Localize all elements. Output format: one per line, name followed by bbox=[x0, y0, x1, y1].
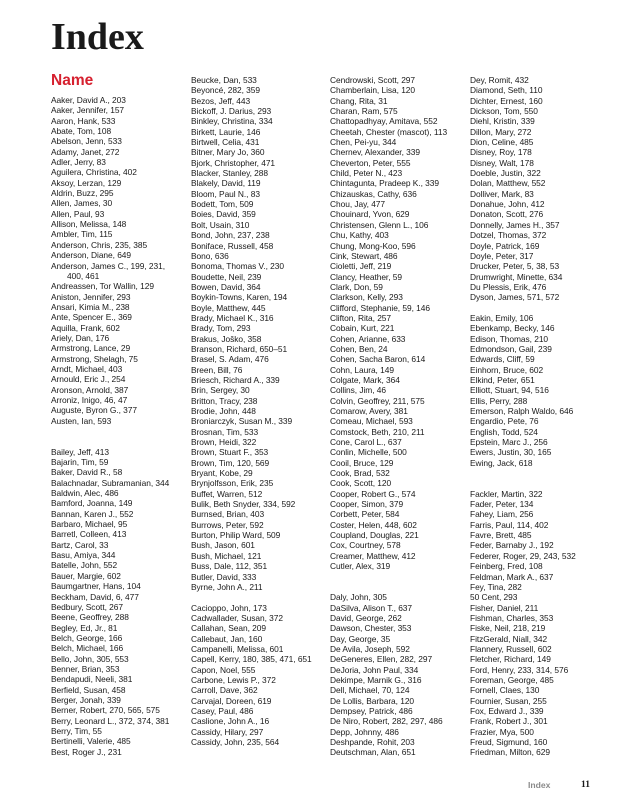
index-entry: 50 Cent, 293 bbox=[470, 592, 518, 603]
page-title: Index bbox=[51, 16, 144, 58]
page-number: 11 bbox=[581, 780, 590, 790]
index-entry: Armstrong, Lance, 29 bbox=[51, 343, 131, 354]
index-entry: Birtwell, Celia, 431 bbox=[191, 137, 260, 148]
index-entry: Ebenkamp, Becky, 146 bbox=[470, 323, 555, 334]
index-entry: Baumgartner, Hans, 104 bbox=[51, 581, 141, 592]
index-entry: Comstock, Beth, 210, 211 bbox=[330, 426, 425, 437]
index-entry: Epstein, Marc J., 256 bbox=[470, 437, 548, 448]
index-entry: Arroniz, Inigo, 46, 47 bbox=[51, 394, 128, 405]
index-entry: Ford, Henry, 233, 314, 576 bbox=[470, 664, 569, 675]
index-entry: Cooil, Bruce, 129 bbox=[330, 457, 394, 468]
index-entry: Charan, Ram, 575 bbox=[330, 106, 398, 117]
index-entry: Bauer, Margie, 602 bbox=[51, 570, 121, 581]
index-entry: Dotzel, Thomas, 372 bbox=[470, 230, 547, 241]
page-footer bbox=[0, 779, 623, 791]
index-entry: Donaton, Scott, 276 bbox=[470, 209, 544, 220]
index-entry: Dyson, James, 571, 572 bbox=[470, 292, 560, 303]
index-entry: Carroll, Dave, 362 bbox=[191, 685, 258, 696]
index-entry: Deutschman, Alan, 651 bbox=[330, 747, 416, 758]
index-entry: Feder, Barnaby J., 192 bbox=[470, 540, 554, 551]
index-entry: Du Plessis, Erik, 476 bbox=[470, 281, 547, 292]
index-entry: Birkett, Laurie, 146 bbox=[191, 126, 261, 137]
index-entry: Elkind, Peter, 651 bbox=[470, 374, 535, 385]
index-entry: Cooper, Simon, 379 bbox=[330, 499, 404, 510]
index-entry: Ansari, Kimia M., 238 bbox=[51, 301, 130, 312]
index-entry: Adamy, Janet, 272 bbox=[51, 146, 120, 157]
index-entry: Batelle, John, 552 bbox=[51, 560, 118, 571]
index-entry: Benner, Brian, 353 bbox=[51, 663, 120, 674]
index-entry: Brady, Michael K., 316 bbox=[191, 312, 274, 323]
index-entry: Butler, David, 333 bbox=[191, 571, 257, 582]
index-entry: Auguste, Byron G., 377 bbox=[51, 405, 137, 416]
index-entry: Arndt, Michael, 403 bbox=[51, 363, 123, 374]
index-entry: Dekimpe, Marnik G., 316 bbox=[330, 674, 422, 685]
index-entry: Berry, Tim, 55 bbox=[51, 725, 102, 736]
index-entry: Depp, Johnny, 486 bbox=[330, 726, 399, 737]
index-entry: Comeau, Michael, 593 bbox=[330, 416, 413, 427]
index-entry: Cohn, Laura, 149 bbox=[330, 364, 394, 375]
index-entry: Binkley, Christina, 334 bbox=[191, 116, 273, 127]
index-entry: Cassidy, John, 235, 564 bbox=[191, 737, 280, 747]
index-entry: DeGeneres, Ellen, 282, 297 bbox=[330, 654, 433, 665]
index-entry: Doyle, Patrick, 169 bbox=[470, 240, 540, 251]
index-entry: Flannery, Russell, 602 bbox=[470, 643, 552, 654]
index-entry: Disney, Roy, 178 bbox=[470, 147, 532, 158]
index-entry: Bond, John, 237, 238 bbox=[191, 230, 270, 241]
index-entry: Ewers, Justin, 30, 165 bbox=[470, 447, 552, 458]
index-entry: Basu, Amiya, 344 bbox=[51, 550, 116, 561]
index-entry: David, George, 262 bbox=[330, 612, 402, 623]
index-entry: Dillon, Mary, 272 bbox=[470, 126, 532, 137]
index-entry: Bartz, Carol, 33 bbox=[51, 539, 109, 550]
index-entry: Blakely, David, 119 bbox=[191, 178, 261, 189]
index-entry: Child, Peter N., 423 bbox=[330, 168, 403, 179]
index-entry: Brady, Tom, 293 bbox=[191, 323, 251, 334]
index-entry: Bendapudi, Neeli, 381 bbox=[51, 674, 133, 685]
index-entry: Fader, Peter, 134 bbox=[470, 499, 534, 510]
index-entry: Best, Roger J., 231 bbox=[51, 746, 122, 757]
index-entry: Fey, Tina, 282 bbox=[470, 581, 522, 592]
index-entry: Boyle, Matthew, 445 bbox=[191, 302, 266, 313]
index-entry: Campanelli, Melissa, 601 bbox=[191, 643, 284, 654]
index-entry: Abate, Tom, 108 bbox=[51, 126, 112, 137]
index-entry: Chintagunta, Pradeep K., 339 bbox=[330, 178, 439, 189]
index-entry: Callahan, Sean, 209 bbox=[191, 623, 266, 634]
index-entry: Brakus, Joško, 358 bbox=[191, 333, 262, 344]
index-entry: Ambler, Tim, 115 bbox=[51, 229, 113, 240]
index-entry: Colgate, Mark, 364 bbox=[330, 374, 400, 385]
index-gap bbox=[470, 478, 608, 488]
index-entry: Berner, Robert, 270, 565, 575 bbox=[51, 705, 160, 716]
index-entry: Bowen, David, 364 bbox=[191, 281, 261, 292]
index-entry: Byrne, John A., 211 bbox=[191, 581, 263, 592]
index-entry: Blacker, Stanley, 288 bbox=[191, 168, 269, 179]
index-entry-continuation: 400, 461 bbox=[67, 270, 100, 281]
index-entry: Boykin-Towns, Karen, 194 bbox=[191, 292, 288, 303]
index-entry: Dey, Romit, 432 bbox=[470, 75, 529, 85]
index-entry: Conlin, Michelle, 500 bbox=[330, 447, 407, 458]
index-entry: Abelson, Jenn, 533 bbox=[51, 136, 122, 147]
index-entry: Cassidy, Hilary, 297 bbox=[191, 726, 264, 737]
index-entry: Aniston, Jennifer, 293 bbox=[51, 291, 131, 302]
index-entry: Buffet, Warren, 512 bbox=[191, 488, 263, 499]
index-entry: Fiske, Neil, 218, 219 bbox=[470, 623, 546, 634]
index-entry: Feinberg, Fred, 108 bbox=[470, 561, 543, 572]
index-entry: Favre, Brett, 485 bbox=[470, 530, 532, 541]
index-entry: Bailey, Jeff, 413 bbox=[51, 446, 109, 457]
index-column-3 bbox=[330, 75, 468, 758]
index-entry: De Niro, Robert, 282, 297, 486 bbox=[330, 716, 443, 727]
index-entry: Chen, Pei-yu, 344 bbox=[330, 137, 397, 148]
index-entry: Dion, Celine, 485 bbox=[470, 137, 534, 148]
index-entry: Cohen, Sacha Baron, 614 bbox=[330, 354, 426, 365]
index-entry: Donnelly, James H., 357 bbox=[470, 219, 560, 230]
index-entry: Allen, Paul, 93 bbox=[51, 208, 105, 219]
index-entry: Barbaro, Michael, 95 bbox=[51, 519, 128, 530]
index-entry: Berger, Jonah, 339 bbox=[51, 694, 121, 705]
index-entry: Brown, Tim, 120, 569 bbox=[191, 457, 270, 468]
index-entry: Brasel, S. Adam, 476 bbox=[191, 354, 269, 365]
index-entry: Fahey, Liam, 256 bbox=[470, 509, 534, 520]
index-entry: Edwards, Cliff, 59 bbox=[470, 354, 535, 365]
index-entry: Clarkson, Kelly, 293 bbox=[330, 292, 403, 303]
index-entry: Baker, David R., 58 bbox=[51, 467, 123, 478]
index-entry: Coster, Helen, 448, 602 bbox=[330, 519, 417, 530]
index-entry: Cooper, Robert G., 574 bbox=[330, 488, 416, 499]
index-entry: Dell, Michael, 70, 124 bbox=[330, 685, 410, 696]
index-entry: Chamberlain, Lisa, 120 bbox=[330, 85, 416, 96]
index-entry: Cutler, Alex, 319 bbox=[330, 561, 391, 572]
index-entry: Fournier, Susan, 255 bbox=[470, 695, 547, 706]
index-entry: Burrows, Peter, 592 bbox=[191, 519, 264, 530]
index-entry: Dickson, Tom, 550 bbox=[470, 106, 538, 117]
index-entry: Anderson, Chris, 235, 385 bbox=[51, 239, 148, 250]
index-entry: Chizauskas, Cathy, 636 bbox=[330, 188, 417, 199]
index-entry: Einhorn, Bruce, 602 bbox=[470, 364, 544, 375]
index-entry: Cheetah, Chester (mascot), 113 bbox=[330, 126, 448, 137]
index-entry: Eakin, Emily, 106 bbox=[470, 312, 534, 323]
index-entry: Bloom, Paul N., 83 bbox=[191, 188, 260, 199]
index-entry: Bolt, Usain, 310 bbox=[191, 219, 250, 230]
index-entry: Bonoma, Thomas V., 230 bbox=[191, 261, 284, 272]
index-entry: Britton, Tracy, 238 bbox=[191, 395, 258, 406]
index-entry: Cook, Brad, 532 bbox=[330, 468, 390, 479]
index-entry: Dolan, Matthew, 552 bbox=[470, 178, 546, 189]
index-entry: Bryant, Kobe, 29 bbox=[191, 468, 253, 479]
index-entry: Belch, Michael, 166 bbox=[51, 643, 124, 654]
index-gap bbox=[191, 592, 329, 602]
index-entry: Armstrong, Shelagh, 75 bbox=[51, 353, 138, 364]
index-entry: Cohen, Arianne, 633 bbox=[330, 333, 406, 344]
index-gap bbox=[330, 572, 468, 582]
index-entry: Chu, Kathy, 403 bbox=[330, 230, 389, 241]
index-entry: Daly, John, 305 bbox=[330, 592, 387, 603]
index-entry: Chouinard, Yvon, 629 bbox=[330, 209, 410, 220]
index-entry: Drumwright, Minette, 634 bbox=[470, 271, 563, 282]
index-entry: Fisher, Daniel, 211 bbox=[470, 602, 539, 613]
index-entry: Creamer, Matthew, 412 bbox=[330, 550, 416, 561]
index-entry: Brosnan, Tim, 533 bbox=[191, 426, 259, 437]
index-entry: Clifton, Rita, 257 bbox=[330, 312, 392, 323]
index-entry: DeJoria, John Paul, 334 bbox=[330, 664, 419, 675]
index-entry: Coupland, Douglas, 221 bbox=[330, 530, 419, 541]
index-entry: Chattopadhyay, Amitava, 552 bbox=[330, 116, 438, 127]
index-entry: Breen, Bill, 76 bbox=[191, 364, 243, 375]
index-entry: Fackler, Martin, 322 bbox=[470, 488, 543, 499]
index-entry: Aaron, Hank, 533 bbox=[51, 115, 116, 126]
index-entry: Austen, Ian, 593 bbox=[51, 415, 112, 426]
index-entry: Brin, Sergey, 30 bbox=[191, 385, 250, 396]
section-heading-name: Name bbox=[51, 72, 94, 89]
index-column-1 bbox=[51, 95, 189, 757]
index-entry: Cook, Scott, 120 bbox=[330, 478, 392, 489]
index-entry: Adler, Jerry, 83 bbox=[51, 157, 106, 168]
index-entry: Doeble, Justin, 322 bbox=[470, 168, 541, 179]
index-entry: Beene, Geoffrey, 288 bbox=[51, 612, 129, 623]
index-column-2 bbox=[191, 75, 329, 747]
index-entry: Cone, Carol L., 637 bbox=[330, 437, 402, 448]
index-entry: Casey, Paul, 486 bbox=[191, 705, 254, 716]
index-entry: Allison, Melissa, 148 bbox=[51, 219, 127, 230]
index-entry: Aquilla, Frank, 602 bbox=[51, 322, 120, 333]
index-entry: Colvin, Geoffrey, 211, 575 bbox=[330, 395, 425, 406]
index-entry: Anderson, James C., 199, 231, bbox=[51, 260, 166, 271]
index-entry: Doyle, Peter, 317 bbox=[470, 250, 534, 261]
index-entry: Beucke, Dan, 533 bbox=[191, 75, 257, 85]
index-entry: Broniarczyk, Susan M., 339 bbox=[191, 416, 293, 427]
index-entry: Cioletti, Jeff, 219 bbox=[330, 261, 392, 272]
index-entry: Bjork, Christopher, 471 bbox=[191, 157, 276, 168]
index-entry: Bitner, Mary Jo, 360 bbox=[191, 147, 265, 158]
index-entry: Cheverton, Peter, 555 bbox=[330, 157, 411, 168]
index-entry: Bodett, Tom, 509 bbox=[191, 199, 254, 210]
index-entry: Boudette, Neil, 239 bbox=[191, 271, 262, 282]
index-entry: Cacioppo, John, 173 bbox=[191, 602, 267, 613]
index-entry: Christensen, Glenn L., 106 bbox=[330, 219, 429, 230]
index-entry: Bezos, Jeff, 443 bbox=[191, 95, 251, 106]
index-entry: Balachnadar, Subramanian, 344 bbox=[51, 477, 170, 488]
index-entry: Capell, Kerry, 180, 385, 471, 651 bbox=[191, 654, 312, 665]
index-entry: Chou, Jay, 477 bbox=[330, 199, 386, 210]
index-entry: Capon, Noel, 555 bbox=[191, 664, 256, 675]
index-entry: Burton, Philip Ward, 509 bbox=[191, 530, 281, 541]
index-entry: Fishman, Charles, 353 bbox=[470, 612, 554, 623]
index-entry: Dolliver, Mark, 83 bbox=[470, 188, 534, 199]
index-entry: Ewing, Jack, 618 bbox=[470, 457, 533, 468]
index-entry: Frazier, Mya, 500 bbox=[470, 726, 534, 737]
index-entry: Elliott, Stuart, 94, 516 bbox=[470, 385, 549, 396]
index-entry: Cobain, Kurt, 221 bbox=[330, 323, 395, 334]
index-entry: Bush, Jason, 601 bbox=[191, 540, 255, 551]
index-gap bbox=[330, 582, 468, 592]
index-entry: Corbett, Peter, 584 bbox=[330, 509, 400, 520]
index-entry: Drucker, Peter, 5, 38, 53 bbox=[470, 261, 560, 272]
index-entry: Day, George, 35 bbox=[330, 633, 391, 644]
index-entry: Friedman, Milton, 629 bbox=[470, 747, 550, 758]
index-entry: Cadwallader, Susan, 372 bbox=[191, 612, 283, 623]
index-entry: Comarow, Avery, 381 bbox=[330, 406, 408, 416]
index-entry: Brodie, John, 448 bbox=[191, 406, 256, 416]
index-entry: Farris, Paul, 114, 402 bbox=[470, 519, 549, 530]
index-entry: Ariely, Dan, 176 bbox=[51, 332, 110, 343]
index-entry: Aronson, Arnold, 387 bbox=[51, 384, 129, 395]
index-entry: Anderson, Diane, 649 bbox=[51, 250, 132, 261]
index-entry: Freud, Sigmund, 160 bbox=[470, 737, 548, 747]
index-entry: Belch, George, 166 bbox=[51, 632, 123, 643]
index-entry: Ante, Spencer E., 369 bbox=[51, 312, 132, 323]
index-entry: Caslione, John A., 16 bbox=[191, 716, 270, 727]
index-entry: Dawson, Chester, 353 bbox=[330, 623, 412, 634]
index-entry: Fornell, Claes, 130 bbox=[470, 685, 540, 696]
index-entry: Frank, Robert J., 301 bbox=[470, 716, 548, 727]
index-entry: Berfield, Susan, 458 bbox=[51, 684, 126, 695]
index-entry: Ellis, Perry, 288 bbox=[470, 395, 528, 406]
index-entry: Chernev, Alexander, 339 bbox=[330, 147, 420, 158]
index-entry: Boniface, Russell, 458 bbox=[191, 240, 274, 251]
index-entry: De Lollis, Barbara, 120 bbox=[330, 695, 415, 706]
index-entry: English, Todd, 524 bbox=[470, 426, 538, 437]
index-entry: Edison, Thomas, 210 bbox=[470, 333, 549, 344]
index-entry: Carvajal, Doreen, 619 bbox=[191, 695, 272, 706]
index-entry: Andreassen, Tor Wallin, 129 bbox=[51, 281, 154, 292]
index-entry: Cendrowski, Scott, 297 bbox=[330, 75, 416, 85]
index-entry: Fox, Edward J., 339 bbox=[470, 705, 544, 716]
index-entry: Aldrin, Buzz, 295 bbox=[51, 188, 114, 199]
index-entry: Deshpande, Rohit, 203 bbox=[330, 737, 415, 747]
index-entry: Brown, Heidi, 322 bbox=[191, 437, 257, 448]
index-entry: Edmondson, Gail, 239 bbox=[470, 343, 552, 354]
index-entry: Chang, Rita, 31 bbox=[330, 95, 388, 106]
index-entry: Chung, Mong-Koo, 596 bbox=[330, 240, 416, 251]
index-entry: De Avila, Joseph, 592 bbox=[330, 643, 410, 654]
index-entry: Callebaut, Jan, 160 bbox=[191, 633, 263, 644]
index-entry: Clifford, Stephanie, 59, 146 bbox=[330, 302, 430, 313]
index-entry: Aguilera, Christina, 402 bbox=[51, 167, 137, 178]
index-entry: Arnould, Eric J., 254 bbox=[51, 374, 126, 385]
index-entry: Begley, Ed, Jr., 81 bbox=[51, 622, 118, 633]
index-entry: Allen, James, 30 bbox=[51, 198, 113, 209]
index-entry: Bono, 636 bbox=[191, 250, 229, 261]
index-entry: Emerson, Ralph Waldo, 646 bbox=[470, 406, 574, 416]
footer-section-label: Index bbox=[528, 780, 551, 790]
index-entry: FitzGerald, Niall, 342 bbox=[470, 633, 548, 644]
index-entry: Brynjolfsson, Erik, 235 bbox=[191, 478, 274, 489]
index-entry: Aaker, Jennifer, 157 bbox=[51, 105, 125, 116]
index-entry: Brown, Stuart F., 353 bbox=[191, 447, 269, 458]
index-gap bbox=[51, 426, 189, 436]
index-entry: Clancy, Heather, 59 bbox=[330, 271, 402, 282]
index-entry: Bello, John, 305, 553 bbox=[51, 653, 129, 664]
index-entry: Bamford, Joanna, 149 bbox=[51, 498, 133, 509]
index-entry: Branson, Richard, 650–51 bbox=[191, 343, 288, 354]
index-entry: Bannan, Karen J., 552 bbox=[51, 508, 134, 519]
index-entry: Disney, Walt, 178 bbox=[470, 157, 534, 168]
index-entry: Dempsey, Patrick, 486 bbox=[330, 705, 413, 716]
index-entry: Clark, Don, 59 bbox=[330, 281, 383, 292]
index-gap bbox=[470, 303, 608, 313]
index-entry: Diamond, Seth, 110 bbox=[470, 85, 543, 96]
index-entry: Bajarin, Tim, 59 bbox=[51, 457, 109, 468]
index-gap bbox=[51, 436, 189, 446]
index-entry: Berry, Leonard L., 372, 374, 381 bbox=[51, 715, 170, 726]
index-entry: Briesch, Richard A., 339 bbox=[191, 374, 280, 385]
index-entry: Cox, Courtney, 578 bbox=[330, 540, 401, 551]
index-entry: Bickoff, J. Darius, 293 bbox=[191, 106, 272, 117]
index-entry: Collins, Jim, 46 bbox=[330, 385, 386, 396]
index-entry: Cohen, Ben, 24 bbox=[330, 343, 388, 354]
index-entry: Cink, Stewart, 486 bbox=[330, 250, 398, 261]
index-entry: Federer, Roger, 29, 243, 532 bbox=[470, 550, 576, 561]
index-entry: Baldwin, Alec, 486 bbox=[51, 488, 119, 499]
index-gap bbox=[470, 468, 608, 478]
index-entry: Bush, Michael, 121 bbox=[191, 550, 262, 561]
index-entry: Carbone, Lewis P., 372 bbox=[191, 674, 276, 685]
index-entry: Bulik, Beth Snyder, 334, 592 bbox=[191, 499, 296, 510]
index-entry: Beyoncé, 282, 359 bbox=[191, 85, 260, 96]
index-entry: DaSilva, Alison T., 637 bbox=[330, 602, 413, 613]
index-entry: Engardio, Pete, 76 bbox=[470, 416, 539, 427]
index-entry: Aaker, David A., 203 bbox=[51, 95, 126, 105]
index-entry: Barretl, Colleen, 413 bbox=[51, 529, 127, 540]
index-entry: Feldman, Mark A., 637 bbox=[470, 571, 554, 582]
index-entry: Donahue, John, 412 bbox=[470, 199, 545, 210]
index-entry: Dichter, Ernest, 160 bbox=[470, 95, 543, 106]
index-column-4 bbox=[470, 75, 608, 758]
index-entry: Beckham, David, 6, 477 bbox=[51, 591, 139, 602]
index-entry: Foreman, George, 485 bbox=[470, 674, 554, 685]
index-entry: Fletcher, Richard, 149 bbox=[470, 654, 551, 665]
index-entry: Diehl, Kristin, 339 bbox=[470, 116, 535, 127]
index-entry: Bertinelli, Valerie, 485 bbox=[51, 736, 131, 747]
index-entry: Boies, David, 359 bbox=[191, 209, 256, 220]
index-entry: Aksoy, Lerzan, 129 bbox=[51, 177, 122, 188]
index-entry: Buss, Dale, 112, 351 bbox=[191, 561, 268, 572]
index-entry: Bedbury, Scott, 267 bbox=[51, 601, 123, 612]
index-entry: Burnsed, Brian, 403 bbox=[191, 509, 265, 520]
